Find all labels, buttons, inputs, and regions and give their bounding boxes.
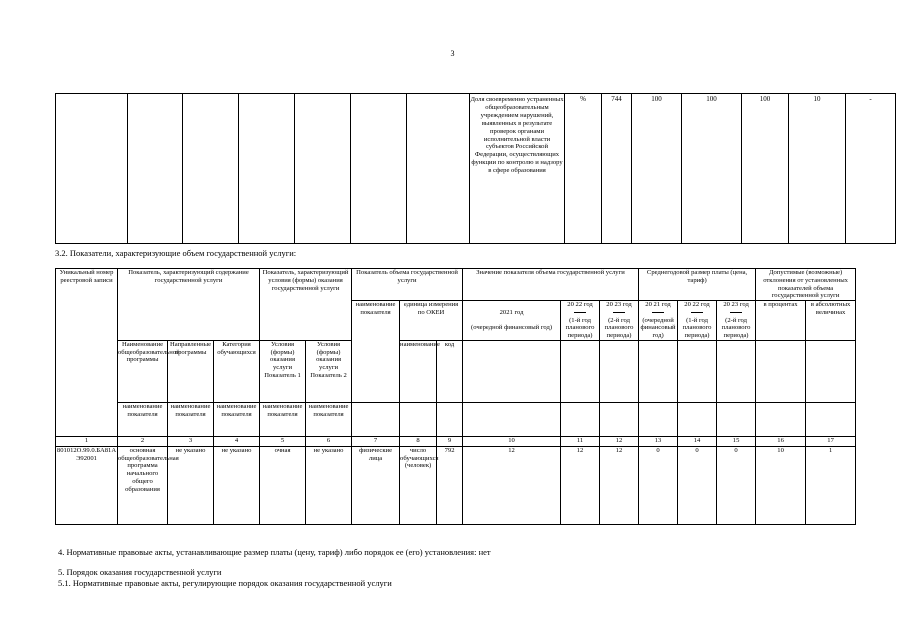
service-procedure-heading: 5. Порядок оказания государственной услуги	[58, 567, 222, 577]
fee-2022: 0	[678, 446, 717, 524]
category-subheader: Категория обучающихся	[214, 340, 260, 402]
okei-code-header: код	[437, 340, 463, 402]
page-number: 3	[450, 49, 455, 58]
registry-code: 801012О.99.0.БА81АЭ92001	[56, 446, 118, 524]
fee-2023: 0	[717, 446, 756, 524]
name-ind-subheader: наименование показателя	[214, 402, 260, 436]
okei-name-header: наименование	[400, 340, 437, 402]
header-row	[56, 340, 856, 402]
unit-code-cell: 792	[437, 446, 463, 524]
deviation-group-header: Допустимые (возможные) отклонения от установленных показателей объема государственной услуги	[756, 269, 856, 301]
volume-value-group-header: Значение показателя объема государственной услуги	[463, 269, 639, 301]
value-2022: 12	[561, 446, 600, 524]
normative-acts-fee: 4. Нормативные правовые акты, устанавливающие размер платы (цену, тариф) либо порядок ее (его) установления: нет	[58, 547, 491, 557]
deviation-absolute-header: в абсолютных величинах	[806, 301, 856, 341]
okei-unit-header: единица измерения по ОКЕИ	[400, 301, 463, 341]
fee-2023-header: 20 23 год (2-й год планового периода)	[717, 301, 756, 341]
okei-cell: 744	[602, 94, 632, 244]
column-numbers-row: 1 2 3 4 5 6 7 8 9 10 11 12 13 14 15 16 17	[56, 436, 856, 446]
unit-cell: %	[565, 94, 602, 244]
unique-number-header: Уникальный номер реестровой записи	[56, 269, 118, 437]
volume-indicators-table	[55, 268, 856, 525]
name-ind-subheader: наименование показателя	[168, 402, 214, 436]
year-2021-header: 2021 год (очередной финансовый год)	[463, 301, 561, 341]
table-row	[56, 446, 856, 524]
header-row	[56, 402, 856, 436]
fee-2022-header: 20 22 год (1-й год планового периода)	[678, 301, 717, 341]
indicator-cell: физические лица	[352, 446, 400, 524]
year-2023-header: 20 23 год (2-й год планового периода)	[600, 301, 639, 341]
conditions-group-header: Показатель, характеризующий условия (формы) оказания государственной услуги	[260, 269, 352, 341]
value-cell: 100	[682, 94, 742, 244]
form-cell: очная	[260, 446, 306, 524]
section-title: 3.2. Показатели, характеризующие объем государственной услуги:	[55, 248, 297, 258]
service-procedure-acts: 5.1. Нормативные правовые акты, регулирующие порядок оказания государственной услуги	[58, 578, 392, 588]
value-cell: 100	[742, 94, 789, 244]
deviation-percent-header: в процентах	[756, 301, 806, 341]
quality-indicators-table	[55, 93, 896, 244]
direction-cell: не указано	[168, 446, 214, 524]
year-2022-header: 20 22 год (1-й год планового периода)	[561, 301, 600, 341]
condition1-subheader: Условия (формы) оказания услуги Показатель 1	[260, 340, 306, 402]
fee-2021: 0	[639, 446, 678, 524]
header-row	[56, 269, 856, 301]
table-row	[56, 94, 896, 244]
program-subheader: Наименование общеобразовательной программы	[118, 340, 168, 402]
content-group-header: Показатель, характеризующий содержание государственной услуги	[118, 269, 260, 341]
condition2-cell: не указано	[306, 446, 352, 524]
value-cell: 10	[789, 94, 846, 244]
unit-name-cell: число обучающихся (человек)	[400, 446, 437, 524]
value-2023: 12	[600, 446, 639, 524]
name-ind-subheader: наименование показателя	[260, 402, 306, 436]
volume-indicator-name-header: наименование показателя	[352, 301, 400, 403]
fee-group-header: Среднегодовой размер платы (цена, тариф)	[639, 269, 756, 301]
condition2-subheader: Условия (формы) оказания услуги Показатель 2	[306, 340, 352, 402]
program-cell: основная общеобразовательная программа начального общего образования	[118, 446, 168, 524]
value-cell: -	[846, 94, 896, 244]
deviation-percent: 10	[756, 446, 806, 524]
deviation-absolute: 1	[806, 446, 856, 524]
category-cell: не указано	[214, 446, 260, 524]
direction-subheader: Направленные программы	[168, 340, 214, 402]
indicator-name: Доля своевременно устраненных общеобразовательным учреждением нарушений, выявленных в результате проверок органами исполнительной власти субъектов Российской Федерации, осуществляющих функции по контролю и надзору в сфере образования	[470, 94, 565, 244]
value-2021: 12	[463, 446, 561, 524]
volume-group-header: Показатель объема государственной услуги	[352, 269, 463, 301]
name-ind-subheader: наименование показателя	[306, 402, 352, 436]
value-cell: 100	[632, 94, 682, 244]
name-ind-subheader: наименование показателя	[118, 402, 168, 436]
fee-2021-header: 20 21 год (очередной финансовый год)	[640, 301, 676, 340]
